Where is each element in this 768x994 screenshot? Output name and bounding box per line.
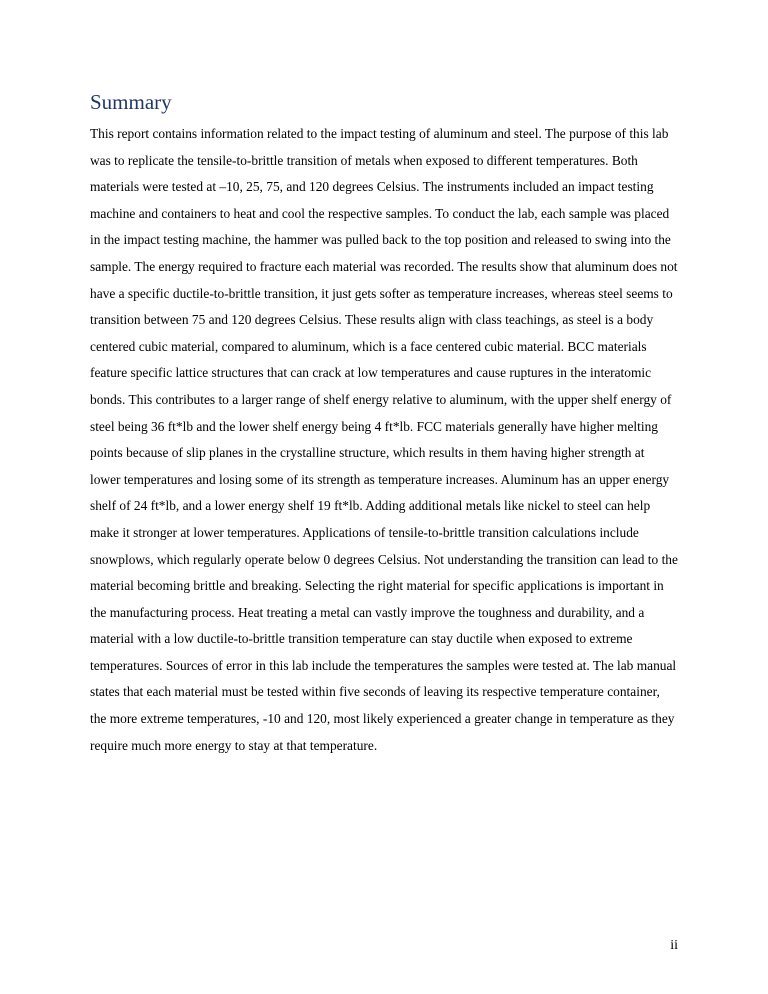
section-heading: Summary — [90, 90, 172, 114]
page-number: ii — [670, 938, 678, 953]
summary-paragraph: This report contains information related to the impact testing of aluminum and steel. The purpose of this lab was to replicate the tensile-to-brittle transition of metals when exposed to different temperatures. Both materials were tested at –10, 25, 75, and 120 degrees Celsius. The instruments included an impact testing machine and containers to heat and cool the respective samples. To conduct the lab, each sample was placed in the impact testing machine, the hammer was pulled back to the top position and released to swing into the sample. The energy required to fracture each material was recorded. The results show that aluminum does not have a specific ductile-to-brittle transition, it just gets softer as temperature increases, whereas steel seems to transition between 75 and 120 degrees Celsius. These results align with class teachings, as steel is a body centered cubic material, compared to aluminum, which is a face centered cubic material. BCC materials feature specific lattice structures that can crack at low temperatures and cause ruptures in the interatomic bonds. This contributes to a larger range of shelf energy relative to aluminum, with the upper shelf energy of steel being 36 ft*lb and the lower shelf energy being 4 ft*lb. FCC materials generally have higher melting points because of slip planes in the crystalline structure, which results in them having higher strength at lower temperatures and losing some of its strength as temperature increases. Aluminum has an upper energy shelf of 24 ft*lb, and a lower energy shelf 19 ft*lb. Adding additional metals like nickel to steel can help make it stronger at lower temperatures. Applications of tensile-to-brittle transition calculations include snowplows, which regularly operate below 0 degrees Celsius. Not understanding the transition can lead to the material becoming brittle and breaking. Selecting the right material for specific applications is important in the manufacturing process. Heat treating a metal can vastly improve the toughness and durability, and a material with a low ductile-to-brittle transition temperature can stay ductile when exposed to extreme temperatures. Sources of error in this lab include the temperatures the samples were tested at. The lab manual states that each material must be tested within five seconds of leaving its respective temperature container, the more extreme temperatures, -10 and 120, most likely experienced a greater change in temperature as they require much more energy to stay at that temperature. — [90, 126, 678, 753]
